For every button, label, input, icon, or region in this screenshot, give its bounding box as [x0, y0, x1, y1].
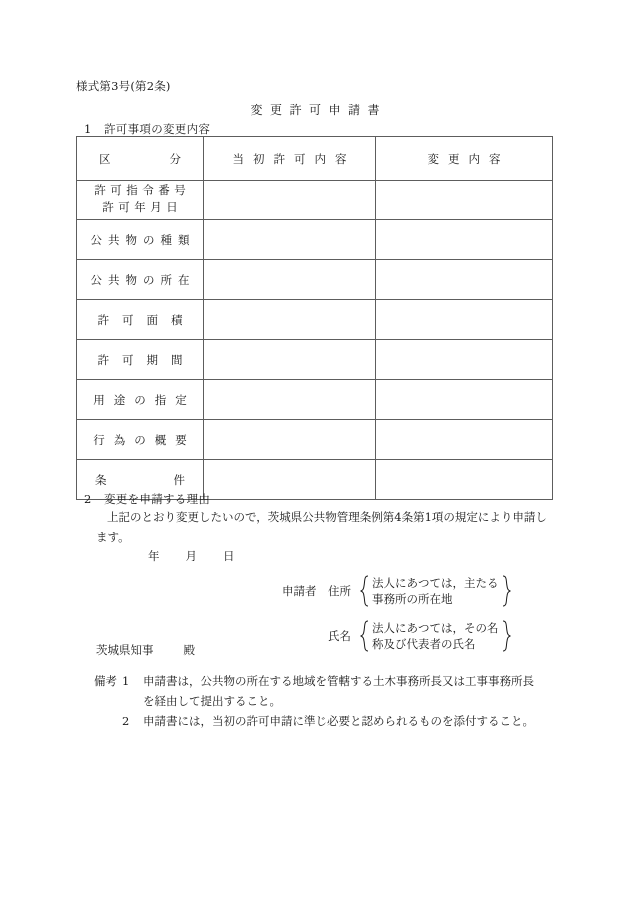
- row-label-text: 公共物の所在: [90, 274, 196, 287]
- remarks-item-2-number: 2: [122, 713, 130, 728]
- header-changed-label: 変更内容: [427, 153, 510, 166]
- applicant-name-note-line-1: 法人にあつては，その名: [372, 620, 499, 635]
- table-header-changed: [376, 137, 553, 181]
- applicant-name-note: [360, 620, 511, 653]
- remarks-item-1-line-1: 申請書は，公共物の所在する地域を管轄する土木事務所長又は工事事務所長: [143, 674, 534, 688]
- row-label-text-spread: [77, 472, 203, 488]
- row-label-line-2: 許可年月日: [102, 202, 183, 214]
- remarks-item-1-number: 1: [122, 674, 130, 688]
- applicant-address-label: 住所: [328, 584, 351, 599]
- addressee-title: 茨城県知事: [96, 643, 154, 657]
- cell-original-public-property-location[interactable]: [204, 260, 376, 300]
- table-header-row: [77, 137, 553, 181]
- cell-original-permit-area[interactable]: [204, 300, 376, 340]
- table-header-original: [204, 137, 376, 181]
- cell-changed-conditions[interactable]: [376, 460, 553, 500]
- date-line: [148, 548, 235, 564]
- applicant-name-note-line-2: 称及び代表者の氏名: [372, 636, 476, 651]
- row-label-text: 用途の指定: [93, 394, 196, 407]
- brace-left-icon: [360, 575, 369, 607]
- row-label-public-property-type: [77, 220, 204, 260]
- cell-changed-permit-number-date[interactable]: [376, 181, 553, 220]
- header-original-label: 当初許可内容: [232, 153, 356, 166]
- row-label-use-designation: [77, 380, 204, 420]
- applicant-address-row: [282, 575, 511, 608]
- row-label-text: 行為の概要: [93, 434, 196, 447]
- remarks-spacer: [94, 712, 122, 732]
- brace-left-icon: [360, 620, 369, 652]
- cell-changed-activity-summary[interactable]: [376, 420, 553, 460]
- cell-original-public-property-type[interactable]: [204, 220, 376, 260]
- header-cat-char-2: 分: [169, 153, 181, 166]
- applicant-address-note-line-2: 事務所の所在地: [372, 592, 453, 607]
- header-cat-char-1: 区: [99, 153, 111, 166]
- table-row: [77, 220, 553, 260]
- cell-changed-permit-period[interactable]: [376, 340, 553, 380]
- row-label-char-last: 件: [173, 474, 185, 487]
- remarks-item-1-line-2: を経由して提出すること。: [143, 693, 281, 708]
- cell-original-conditions[interactable]: [204, 460, 376, 500]
- remarks-indent-spacer: [94, 692, 143, 712]
- table-row: [77, 181, 553, 220]
- remarks-label: 備考: [94, 674, 117, 688]
- row-label-char-first: 条: [95, 474, 107, 487]
- addressee-honorific: 殿: [183, 643, 195, 657]
- date-year-label: 年: [148, 549, 160, 563]
- cell-changed-permit-area[interactable]: [376, 300, 553, 340]
- applicant-block: [282, 575, 511, 660]
- row-label-activity-summary: [77, 420, 204, 460]
- cell-original-permit-period[interactable]: [204, 340, 376, 380]
- applicant-address-note-line-1: 法人にあつては，主たる: [372, 576, 499, 590]
- applicant-label: 申請者: [282, 584, 317, 599]
- cell-changed-use-designation[interactable]: [376, 380, 553, 420]
- cell-original-permit-number-date[interactable]: [204, 181, 376, 220]
- section-2-heading: [84, 491, 210, 507]
- remarks-block: [94, 672, 554, 731]
- date-month-label: 月: [185, 549, 197, 563]
- row-label-permit-number-date: [77, 181, 204, 220]
- form-code: 様式第3号(第2条): [76, 79, 171, 93]
- section-1-heading: [84, 121, 210, 137]
- section-2-number: 2: [84, 492, 92, 506]
- row-label-permit-area: [77, 300, 204, 340]
- applicant-name-row: [282, 620, 511, 653]
- section-2-label: 変更を申請する理由: [104, 492, 211, 506]
- cell-original-activity-summary[interactable]: [204, 420, 376, 460]
- applicant-address-note-lines: [369, 575, 502, 608]
- cell-original-use-designation[interactable]: [204, 380, 376, 420]
- row-label-text: 許可面積: [97, 314, 196, 327]
- applicant-name-note-lines: [369, 620, 502, 653]
- section-1-number: 1: [84, 122, 92, 136]
- document-title: 変更許可申請書: [250, 103, 387, 117]
- table-row: [77, 380, 553, 420]
- table-row: [77, 420, 553, 460]
- remarks-item-2: [94, 712, 554, 732]
- permit-change-table: [76, 136, 553, 500]
- brace-right-icon: [502, 620, 511, 652]
- remarks-item-1-continuation: [94, 692, 554, 712]
- section-1-label: 許可事項の変更内容: [104, 122, 211, 136]
- row-label-permit-period: [77, 340, 204, 380]
- reason-paragraph: 上記のとおり変更したいので，茨城県公共物管理条例第4条第1項の規定により申請します。: [96, 510, 547, 544]
- row-label-line-1: 許可指令番号: [94, 185, 191, 198]
- date-day-label: 日: [223, 549, 235, 563]
- table-row: [77, 260, 553, 300]
- cell-changed-public-property-type[interactable]: [376, 220, 553, 260]
- cell-changed-public-property-location[interactable]: [376, 260, 553, 300]
- table-row: [77, 300, 553, 340]
- applicant-address-note: [360, 575, 511, 608]
- row-label-text: 許可期間: [97, 354, 196, 367]
- brace-right-icon: [502, 575, 511, 607]
- remarks-item-1: [94, 672, 554, 692]
- table-header-category: [77, 137, 204, 181]
- table-row: [77, 340, 553, 380]
- addressee-line: [96, 642, 195, 658]
- applicant-name-label: 氏名: [328, 628, 351, 643]
- row-label-text: 公共物の種類: [90, 234, 196, 247]
- remarks-item-2-line-1: 申請書には，当初の許可申請に準じ必要と認められるものを添付すること。: [143, 713, 534, 728]
- row-label-public-property-location: [77, 260, 204, 300]
